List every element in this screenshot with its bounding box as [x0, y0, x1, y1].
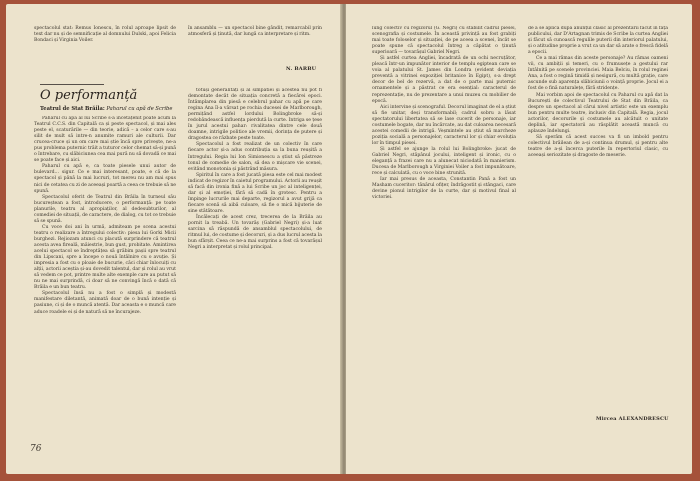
- right-page: [346, 4, 692, 474]
- right-col2-para-1: Ce a mai rămas din aceste personaje? Au rămas oameni vii, cu ambiții și temeri, cu o frumusețe a gestului rar întâlnită pe scenele provinciei. Maia Belciu, în rolul reginei Ana, a fost o regină timidă și nesigură, cu multă grație, care ascunde sub aparența slăbiciunii o voință proprie. Jocul ei a fost de o fină naturalețe, fără stridențe.: [528, 56, 668, 92]
- right-col1-para-2: Aici intervine și scenograful. Decorul imaginat de el a știut să fie unitar, deși transformabil; cadrul sobru a lăsat spectatorului libertatea să se lase cucerit de personaje, iar costumele bogate, dar nu încărcate, au dat culoarea necesară acestei comedii de intrigă. Veșmintele au știut să marcheze poziția socială a personajelor, caracterul lor și chiar evoluția lor în timpul piesei.: [372, 104, 516, 146]
- right-col1-para-3: Și astfel se ajunge la rolul lui Bolingbroke: jucat de Gabriel Negri, stăpânul jocului, inteligent și ironic, cu o eleganță a frazei care nu a alunecat niciodată în manierism. Ducesa de Marlborough a Virginiei Voiler a fost impunătoare, rece și calculată, cu o voce bine strunită.: [372, 146, 516, 177]
- right-col1-para-4: Iar mai presus de aceasta, Constantin Pană a fost un Masham cuceritor: tânărul ofițer, îndrăgostit și stângaci, care devine pionul intrigilor de la curte, dar și motivul final al victoriei.: [372, 177, 516, 201]
- left-col1-para-3: Cu voce doi ani în urmă, admiteam pe scena acestui teatru o realizare a întregului colectiv: piesa lui Gorki Micii burghezi. Rejiozam atunci cu placută surprindere că teatrul acesta avea fireală, măiestrie, bun gust, probitate. Amintirea acelui spectacol se îndreptățea să grăbim pașii spre teatrul din Lipscani, spre a începe o nouă întâlnire cu o avuție. Și impresia a fost cu o ploaie de bucurie, căci chiar înlocuiți cu alții, actorii aceștia și-au dovedit talentul, dar și rolul au vrut să vedem ce pot, printre multe alte exemple care au putut să nu ne mai surprindă, ci doar să ne convingă încă o dată că Brăila e un bun teatru.: [34, 224, 176, 291]
- right-col2-para-3: Să sperăm că acest succes va fi un imbold pentru colectivul brăilean de a-și continua drumul, și pentru alte teatre de a-și încerca puterile în repertoriul clasic, cu aceeași seriozitate și dragoste de meserie.: [528, 134, 668, 158]
- article-subhead: [40, 106, 172, 112]
- signature-barbu: N. BARBU: [286, 66, 317, 72]
- left-col1-body: [34, 116, 176, 442]
- left-col1-para-0: Paharul cu apă al lui Scribe s-a încetățenit poate acum la Teatrul C.C.S. din Capitală ca și peste spectacol, și mai ales peste el, scaturările — din teorie, adică – a celor care s-au silit de mult să intre-n anumite ramuri ale culturii. Dar crucea-cruce și un om care mai știe încă spre privește, ne-a pus problema puternic trăit a tuturor celor chemat să-și pună o întrebare, cu slăbiciunea cea mai pură nu să dovadă ce mai se poate face și aici.: [34, 116, 176, 164]
- right-col2-para-2: Mai vorbim apoi de spectacolul cu Paharul cu apă dat la București de colectivul Teatrului de Stat din Brăila, ca despre un spectacol al cărui nivel artistic este un exemplu bun pentru multe teatre, inclusiv din Capitală. Regia, jocul actorilor, decorurile și costumele au alcătuit o unitate deplină, iar spectatorii au răsplătit această muncă cu aplauze îndelungi.: [528, 92, 668, 134]
- left-col2-para-2: Spiritul în care a fost jucată piesa este cel mai modest indicat de regizor în caietul programului. Actorii au reușit să facă din ironia fină a lui Scribe un joc al inteligenței, dar și al emoției, fără să cadă în grotesc. Pentru a împinge lucrurile mai departe, regizorul a avut grijă ca fiecare scenă să aibă culoare, să fie o mică bijuterie de sine stătătoare.: [188, 172, 322, 214]
- right-col1-body: [372, 26, 516, 436]
- subhead-theatre: Teatrul de Stat Brăila:: [40, 106, 105, 112]
- left-col2-para-0: totuși generalități și al simpatiei și acestea nu pot fi demontate decât de situația concretă a fiecărei epoci. Întâmplarea din piesă e celebrul pahar cu apă pe care regina Ana îl-a vărsat pe rochia ducesei de Marlborough, permițând astfel lordului Bolingbroke să-și redobândească influența pierdută la curte. Intriga se țese în jurul acestui pahar: rivalitatea dintre cele două doamne, intrigile politice ale vremii, dorința de putere și dragostea ce răzbate peste toate.: [188, 88, 322, 142]
- left-col2-para-3: Încălecați de acest crez, trecerea de la Brăila au pornit la treabă. Un tovarăș (Gabriel Negri) și-a luat sarcina să răspundă de ansamblul spectacolului, de ritmul lui, de costume și decoruri, și a dus lucrul acesta la bun sfârșit. Ceea ce ne-a mai surprins a fost că tovarășul Negri a interpretat și rolul principal.: [188, 214, 322, 251]
- signature-alexandrescu: Mircea ALEXANDRESCU: [596, 416, 669, 422]
- left-col2-para-1: Spectacolul a fost realizat de un colectiv în care fiecare actor și-a adus contribuția sa la buna reușită a întregului. Regia lui Ion Simionescu a știut să păstreze tonul de comedie de salon, să dea o mișcare vie scenei, evitând monotonia și păstrând măsura.: [188, 142, 322, 172]
- left-col1-bottom-para: Spectacolul însă nu a fost o simplă și modestă manifestare diletantă, animată doar de o bună intenție și pasiune, ci și de o muncă atentă. Dar aceasta e o muncă care aduce roadele ei și de natură să ne încurajeze.: [34, 291, 176, 315]
- left-col1-para-2: Spectacolul oferit de Teatrul din Brăila în turneul său bucureștean a fost, introducere, o performanță: pe toate planurile, teatru al apropiaților, al dedesubturilor, al comediei de situații, de caractere, de dialog, cu tot ce trebuie să se spună.: [34, 194, 176, 224]
- left-col2-top-para: în ansamblu — un spectacol bine gândit, remarcabil prin atmosferă și ținută, dar lungă ca interpretare și ritm.: [188, 26, 322, 38]
- left-col1-top-para: spectacolul stat: Remus Ionescu, în rolul aproape lipsit de text dar nu și de semnificație al domnului Dulski, apoi Felicia Bondaci și Virginia Voiler.: [34, 26, 176, 44]
- right-col1-para-1: Și astfel curtea Angliei, încadrată de un ochi necruțător, pleacă într-un impunător interior de templu egiptean care se voia al palatului St. James din Londra (evident deviația preventă a vitrinei expoziției britanice în Egipt), s-a drept decor de bel de rezervă, a dat de o parte mai puternic ornamentele și a păstrat ce era esențial: caracterul de reprezentație, nu de prezentare a unui muzeu cu mobilier de epocă.: [372, 56, 516, 104]
- page-number: 76: [30, 444, 42, 454]
- left-col2-body: [188, 88, 322, 460]
- left-col1-para-1: Paharul cu apă e, ca toate piesele unui autor de bulevard... sigur. Ce e mai interesant, poate, e că de la spectacol și până la mai lucruri, tot mereu nu am mai spus nici de cetatea cu zi de aceeași poartă a ceea ce trebuie să ne spună.: [34, 164, 176, 194]
- right-col1-para-0: lung colectiv cu regizorul (G. Negri) cu stabilit cadrul piesei, scenografia și costumele. În această privință au fost grabiți mai toate foloselor și situației, de pe aceea a scenei, încât se poate spune că spectacolul întreg a căpătat o ținută superioară — tovarășul Gabriel Negri.: [372, 26, 516, 56]
- right-col2-para-0: de a se aplica după anunțul clasic al prezentării făcut în fața publicului, dar D'Artagnan trimis de Scribe la curtea Angliei și făcut să cunoască regulile puterii din interiorul palatului, și o atitudine proprie a vrut ca un dar să arate o frescă fidelă a epocii.: [528, 26, 668, 56]
- heading-rule: [40, 84, 104, 85]
- left-page: [6, 4, 342, 474]
- left-col1-top: [34, 26, 176, 44]
- right-col2-body: [528, 26, 668, 412]
- article-heading: O performanță: [40, 88, 138, 103]
- subhead-play: Paharul cu apă de Scribe: [106, 106, 173, 112]
- left-col2-top: [188, 26, 322, 38]
